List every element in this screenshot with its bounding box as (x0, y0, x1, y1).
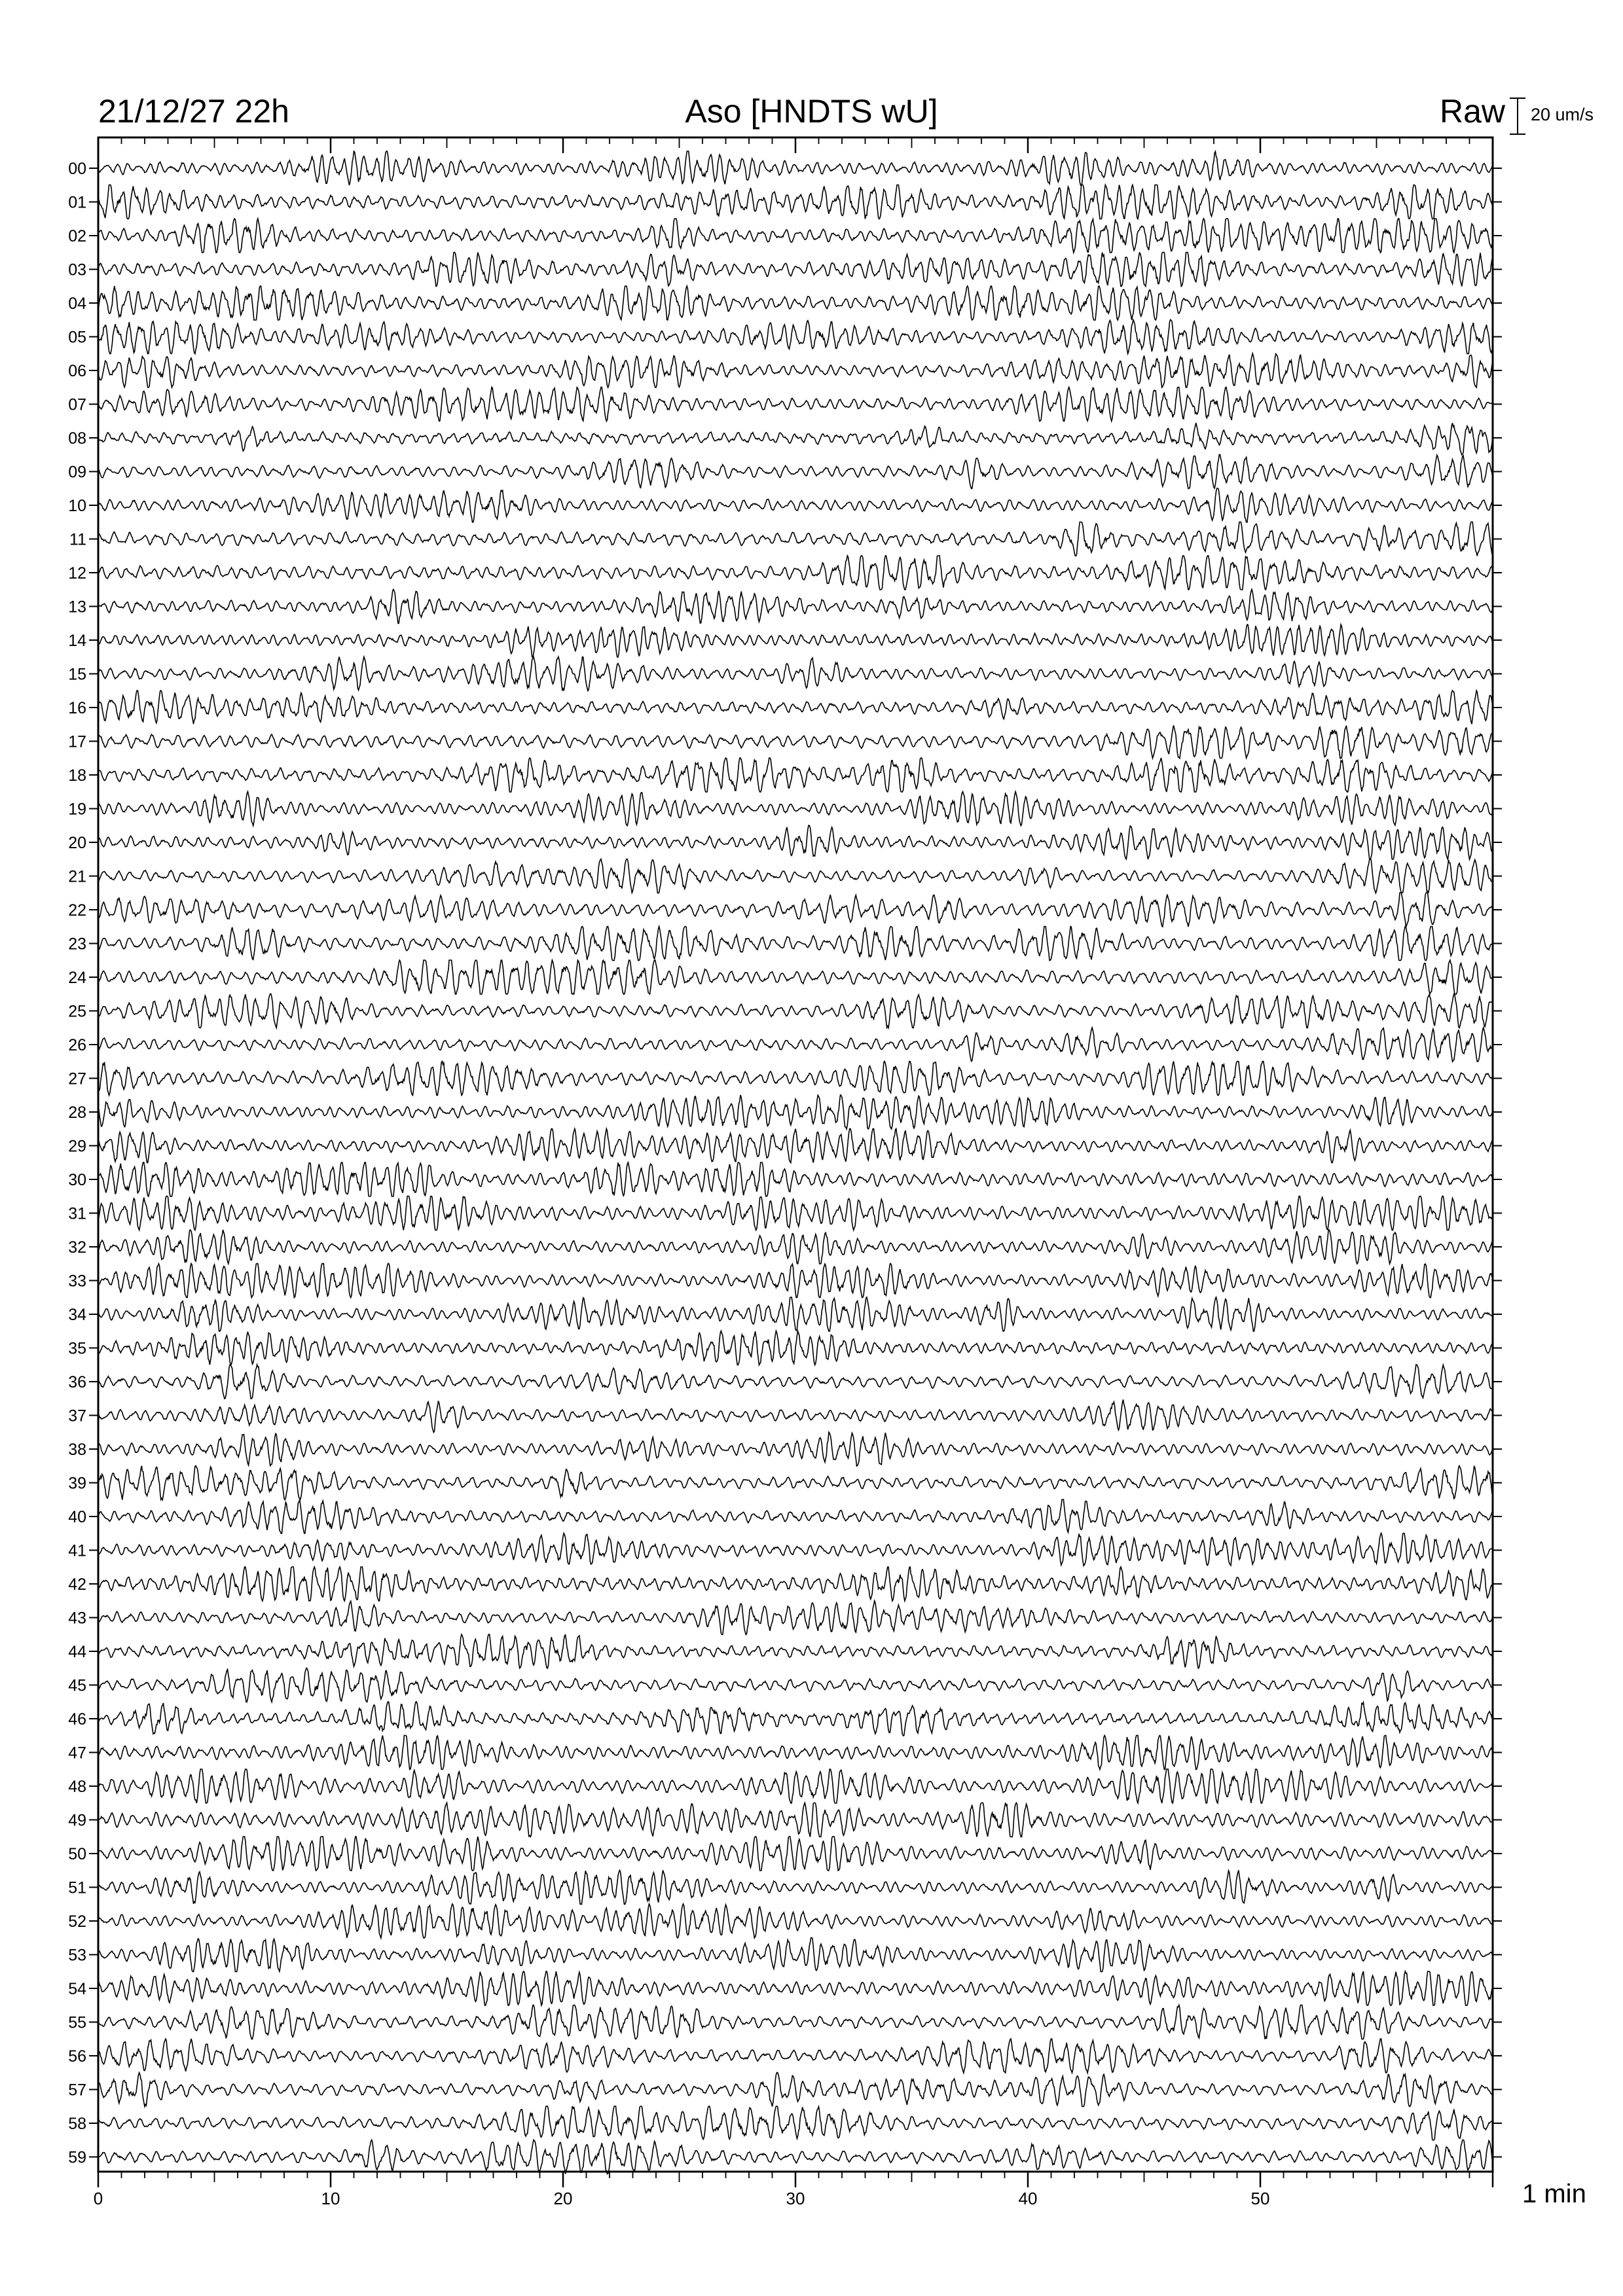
trace-row-25 (98, 994, 1493, 1028)
trace-row-15 (98, 657, 1493, 691)
trace-row-36 (98, 1365, 1493, 1399)
row-label: 10 (68, 497, 86, 515)
row-label: 37 (68, 1407, 86, 1426)
trace-row-42 (98, 1567, 1493, 1601)
trace-row-29 (98, 1129, 1493, 1163)
trace-row-57 (98, 2073, 1493, 2107)
trace-row-43 (98, 1601, 1493, 1635)
row-label: 38 (68, 1441, 86, 1459)
row-label: 36 (68, 1373, 86, 1391)
row-label: 13 (68, 598, 86, 617)
trace-row-37 (98, 1399, 1493, 1432)
row-label: 22 (68, 901, 86, 920)
trace-row-09 (98, 455, 1493, 489)
trace-row-27 (98, 1062, 1493, 1096)
trace-row-33 (98, 1264, 1493, 1298)
trace-row-07 (98, 387, 1493, 422)
trace-row-14 (98, 624, 1493, 657)
row-label: 33 (68, 1272, 86, 1291)
trace-row-32 (98, 1230, 1493, 1264)
row-label: 48 (68, 1778, 86, 1796)
row-label: 42 (68, 1575, 86, 1594)
trace-row-39 (98, 1466, 1493, 1500)
trace-row-06 (98, 353, 1493, 387)
row-label: 32 (68, 1238, 86, 1257)
x-tick-label: 20 (553, 2189, 573, 2208)
row-label: 53 (68, 1946, 86, 1965)
row-label: 14 (68, 632, 86, 650)
row-label: 04 (68, 295, 86, 313)
trace-row-54 (98, 1971, 1493, 2005)
trace-row-28 (98, 1095, 1493, 1129)
trace-row-19 (98, 792, 1493, 826)
row-label: 44 (68, 1643, 86, 1661)
trace-row-48 (98, 1769, 1493, 1803)
row-label: 06 (68, 362, 86, 380)
row-label: 50 (68, 1845, 86, 1863)
trace-row-08 (98, 423, 1493, 455)
row-label: 00 (68, 160, 86, 178)
trace-row-18 (98, 758, 1493, 792)
x-tick-label: 50 (1250, 2189, 1270, 2208)
trace-row-26 (98, 1028, 1493, 1062)
row-label: 57 (68, 2081, 86, 2100)
amplitude-scale-bar (1510, 98, 1525, 134)
row-label: 23 (68, 935, 86, 954)
row-label: 24 (68, 969, 86, 987)
row-label: 28 (68, 1103, 86, 1122)
row-label: 27 (68, 1069, 86, 1088)
row-label: 39 (68, 1474, 86, 1493)
row-label: 43 (68, 1609, 86, 1628)
row-label: 25 (68, 1002, 86, 1021)
amplitude-scale-label: 20 um/s (1531, 105, 1594, 124)
row-label: 21 (68, 867, 86, 886)
trace-row-04 (98, 286, 1493, 320)
row-label: 09 (68, 463, 86, 482)
row-label: 45 (68, 1676, 86, 1695)
trace-row-44 (98, 1634, 1493, 1668)
row-label: 26 (68, 1036, 86, 1054)
row-label: 18 (68, 766, 86, 785)
trace-row-20 (98, 825, 1493, 859)
trace-row-24 (98, 960, 1493, 994)
row-label: 20 (68, 834, 86, 852)
trace-row-47 (98, 1736, 1493, 1770)
row-label: 34 (68, 1306, 86, 1324)
trace-row-34 (98, 1297, 1493, 1331)
row-label: 49 (68, 1811, 86, 1830)
row-label: 55 (68, 2013, 86, 2032)
trace-row-30 (98, 1162, 1493, 1196)
row-label: 30 (68, 1171, 86, 1189)
row-label: 54 (68, 1980, 86, 1998)
trace-row-50 (98, 1837, 1493, 1871)
row-label: 17 (68, 732, 86, 751)
trace-row-01 (98, 185, 1493, 219)
x-tick-label: 0 (93, 2189, 103, 2208)
trace-row-40 (98, 1499, 1493, 1534)
date-hour-label: 21/12/27 22h (98, 93, 289, 130)
trace-row-31 (98, 1196, 1493, 1230)
row-label: 52 (68, 1912, 86, 1931)
station-title: Aso [HNDTS wU] (685, 93, 938, 130)
trace-row-41 (98, 1534, 1493, 1566)
row-label: 19 (68, 800, 86, 819)
row-label: 07 (68, 395, 86, 414)
row-label: 46 (68, 1710, 86, 1729)
trace-row-05 (98, 320, 1493, 354)
trace-row-17 (98, 725, 1493, 758)
row-label: 05 (68, 328, 86, 347)
trace-row-56 (98, 2039, 1493, 2073)
row-label: 40 (68, 1508, 86, 1526)
row-label: 11 (69, 530, 86, 549)
trace-row-45 (98, 1668, 1493, 1702)
trace-row-02 (98, 219, 1493, 253)
trace-row-13 (98, 590, 1493, 624)
row-label: 08 (68, 429, 86, 448)
row-label: 29 (68, 1137, 86, 1156)
row-label: 16 (68, 699, 86, 717)
trace-row-58 (98, 2106, 1493, 2140)
row-label: 01 (68, 193, 86, 212)
row-label: 02 (68, 227, 86, 245)
trace-row-53 (98, 1938, 1493, 1972)
row-label: 47 (68, 1744, 86, 1763)
row-label: 31 (68, 1204, 86, 1223)
row-label: 12 (68, 564, 86, 583)
trace-row-23 (98, 927, 1493, 961)
trace-row-11 (98, 522, 1493, 556)
x-tick-label: 30 (786, 2189, 805, 2208)
trace-row-10 (98, 488, 1493, 522)
trace-row-03 (98, 253, 1493, 287)
trace-row-35 (98, 1331, 1493, 1365)
trace-row-00 (98, 151, 1493, 185)
row-label: 41 (68, 1541, 86, 1560)
trace-row-12 (98, 556, 1493, 590)
trace-row-46 (98, 1702, 1493, 1736)
trace-row-16 (98, 691, 1493, 724)
trace-row-59 (98, 2140, 1493, 2174)
trace-row-49 (98, 1803, 1493, 1837)
trace-row-52 (98, 1904, 1493, 1938)
mode-label: Raw (1439, 93, 1505, 130)
trace-row-22 (98, 893, 1493, 927)
trace-row-38 (98, 1432, 1493, 1466)
row-label: 35 (68, 1339, 86, 1358)
row-label: 56 (68, 2047, 86, 2066)
row-label: 51 (68, 1878, 86, 1897)
row-label: 59 (68, 2148, 86, 2167)
row-label: 03 (68, 260, 86, 279)
trace-row-21 (98, 859, 1493, 893)
trace-row-55 (98, 2005, 1493, 2039)
x-axis-unit-label: 1 min (1522, 2179, 1586, 2208)
row-label: 15 (68, 665, 86, 684)
x-tick-label: 10 (321, 2189, 340, 2208)
row-label: 58 (68, 2115, 86, 2133)
trace-row-51 (98, 1871, 1493, 1905)
x-tick-label: 40 (1018, 2189, 1038, 2208)
